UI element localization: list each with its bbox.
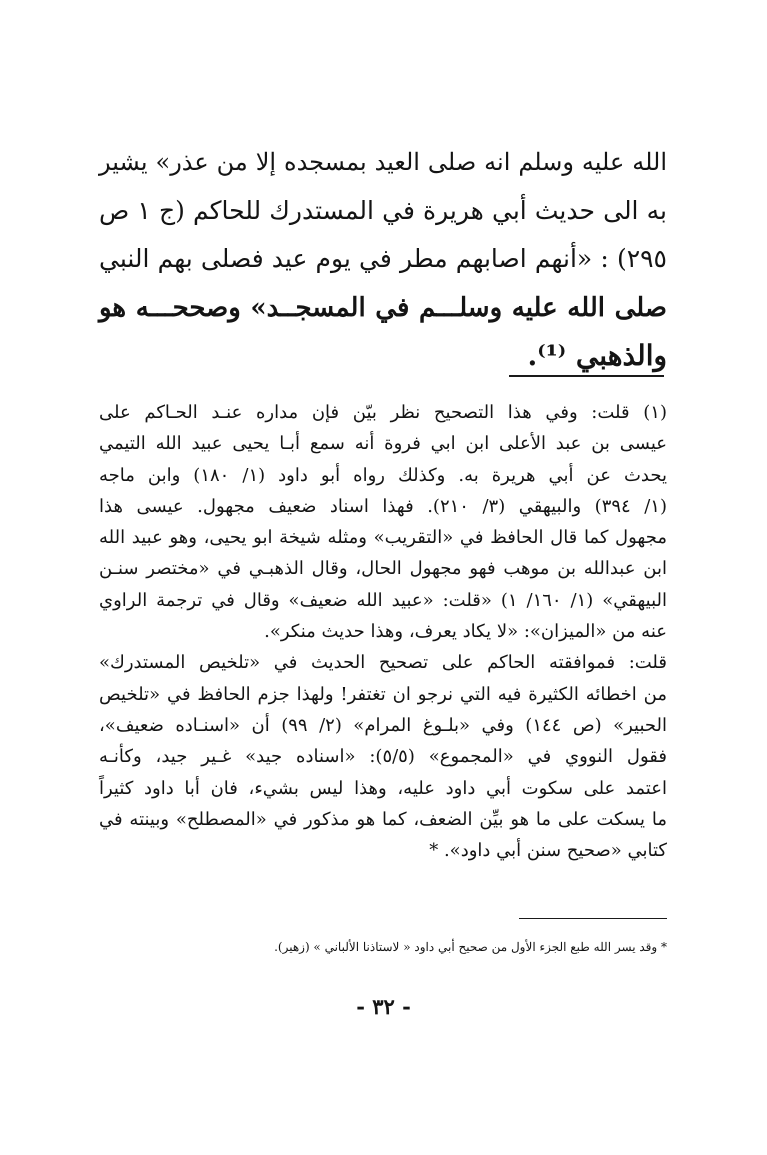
footnote-block xyxy=(99,397,667,866)
star-note-separator-rule xyxy=(519,918,667,919)
footnote-line-11: الحبير» (ص ١٤٤) وفي «بلـوغ المرام» (٢/ ٩٩) أن «اسنـاده ضعيف»، xyxy=(99,714,667,736)
footnote-line-4: (١/ ٣٩٤) والبيهقي (٣/ ٢١٠). فهذا اسناد ضعيف مجهول. عيسى هذا xyxy=(99,495,667,517)
main-text-line-5: والذهبي ⁽¹⁾. xyxy=(527,339,667,372)
footnote-line-5: مجهول كما قال الحافظ في «التقريب» ومثله شيخة ابو يحيى، وهو عبيد الله xyxy=(99,527,667,549)
footnote-line-7: البيهقي» (١/ ١٦٠/ ١) «قلت: «عبيد الله ضعيف» وقال في ترجمة الراوي xyxy=(99,589,667,611)
footnote-line-9: قلت: فموافقته الحاكم على تصحيح الحديث في «تلخيص المستدرك» xyxy=(99,652,667,674)
footnote-separator-rule xyxy=(509,375,664,377)
footnote-line-12: فقول النووي في «المجموع» (٥/٥): «اسناده جيد» غـير جيد، وكأنـه xyxy=(99,746,667,768)
main-text-block xyxy=(99,138,667,381)
main-text-line-4: صلى الله عليه وسلـــم في المسجــد» وصححـــه هو xyxy=(99,292,667,323)
page-number: - ٣٢ - xyxy=(356,994,411,1019)
main-text-line-2: به الى حديث أبي هريرة في المستدرك للحاكم (ج ١ ص xyxy=(99,195,668,225)
footnote-line-15: كتابي «صحيح سنن أبي داود». * xyxy=(429,840,667,862)
footnote-line-14: ما يسكت على ما هو بيِّن الضعف، كما هو مذكور في «المصطلح» وبينته في xyxy=(99,808,667,830)
footnote-line-8: عنه من «الميزان»: «لا يكاد يعرف، وهذا حديث منكر». xyxy=(264,621,667,643)
star-note: * وقد يسر الله طبع الجزء الأول من صحيح أبي داود « لاستاذنا الألباني » (زهير). xyxy=(274,940,667,954)
footnote-line-13: اعتمد على سكوت أبي داود عليه، وهذا ليس بشيء، فان أبا داود كثيراً xyxy=(99,777,667,799)
footnote-line-3: يحدث عن أبي هريرة به. وكذلك رواه أبو داود (١/ ١٨٠) وابن ماجه xyxy=(99,464,668,486)
footnote-line-2: عيسى بن عبد الأعلى ابن ابي فروة أنه سمع أبـا يحيى عبيد الله التيمي xyxy=(99,433,667,455)
footnote-line-6: ابن عبدالله بن موهب فهو مجهول الحال، وقال الذهبـي في «مختصر سنـن xyxy=(99,558,667,580)
main-text-line-3: ٢٩٥) : «أنهم اصابهم مطر في يوم عيد فصلى بهم النبي xyxy=(99,244,667,273)
main-text-line-1: الله عليه وسلم انه صلى العيد بمسجده إلا من عذر» يشير xyxy=(99,148,667,176)
footnote-line-1: (١) قلت: وفي هذا التصحيح نظر بيّن فإن مداره عنـد الحـاكم على xyxy=(99,402,667,423)
footnote-line-10: من اخطائه الكثيرة فيه التي نرجو ان تغتفر! ولهذا جزم الحافظ في «تلخيص xyxy=(99,683,667,705)
